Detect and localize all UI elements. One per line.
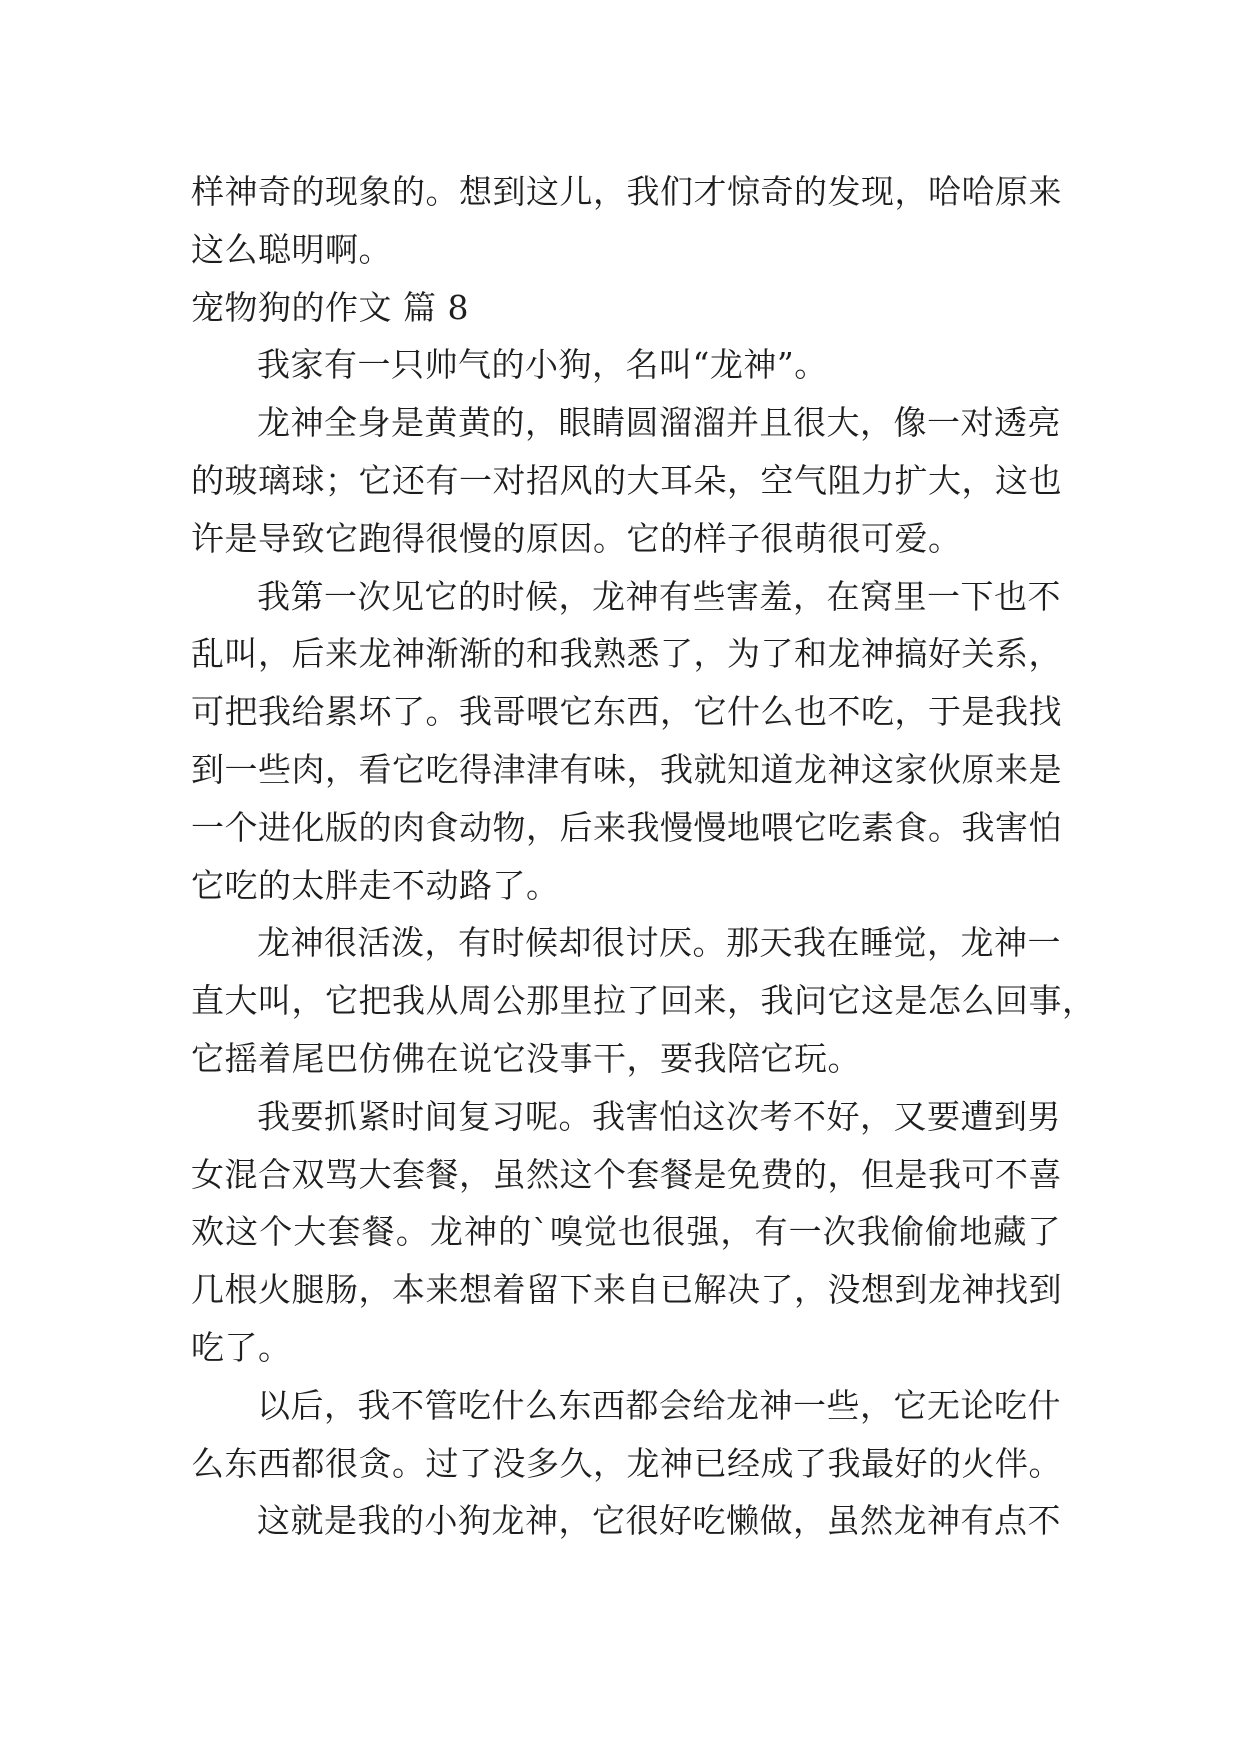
text-line: 可把我给累坏了。我哥喂它东西，它什么也不吃，于是我找	[191, 692, 1062, 732]
text-line: 以后，我不管吃什么东西都会给龙神一些，它无论吃什	[257, 1385, 1061, 1425]
text-line: 这么聪明啊。	[191, 229, 392, 269]
text-line: 这就是我的小狗龙神，它很好吃懒做，虽然龙神有点不	[257, 1501, 1061, 1541]
text-line: 样神奇的现象的。想到这儿，我们才惊奇的发现，哈哈原来	[191, 172, 1062, 211]
text-line: 乱叫，后来龙神渐渐的和我熟悉了，为了和龙神搞好关系，	[191, 634, 1062, 674]
section-heading: 宠物狗的作文 篇 8	[191, 287, 469, 327]
text-line: 欢这个大套餐。龙神的`嗅觉也很强，有一次我偷偷地藏了	[191, 1212, 1061, 1252]
document-body	[191, 163, 1096, 1550]
text-line: 直大叫，它把我从周公那里拉了回来，我问它这是怎么回事，	[191, 981, 1096, 1021]
text-line: 几根火腿肠，本来想着留下来自已解决了，没想到龙神找到	[191, 1270, 1062, 1310]
text-line: 吃了。	[191, 1327, 292, 1367]
text-line: 么东西都很贪。过了没多久，龙神已经成了我最好的火伴。	[191, 1443, 1062, 1483]
text-line: 我第一次见它的时候，龙神有些害羞，在窝里一下也不	[257, 576, 1061, 616]
text-line: 一个进化版的肉食动物，后来我慢慢地喂它吃素食。我害怕	[191, 807, 1062, 847]
text-line: 它摇着尾巴仿佛在说它没事干，要我陪它玩。	[191, 1038, 861, 1078]
text-line: 龙神很活泼，有时候却很讨厌。那天我在睡觉，龙神一	[257, 923, 1061, 963]
text-line: 女混合双骂大套餐，虽然这个套餐是免费的，但是我可不喜	[191, 1154, 1062, 1194]
text-line: 的玻璃球；它还有一对招风的大耳朵，空气阻力扩大，这也	[191, 460, 1062, 500]
text-line: 到一些肉，看它吃得津津有味，我就知道龙神这家伙原来是	[191, 749, 1062, 789]
text-line: 我家有一只帅气的小狗，名叫“龙神”。	[257, 345, 828, 385]
text-line: 我要抓紧时间复习呢。我害怕这次考不好，又要遭到男	[257, 1096, 1061, 1136]
text-line: 许是导致它跑得很慢的原因。它的样子很萌很可爱。	[191, 518, 962, 558]
text-line: 龙神全身是黄黄的，眼睛圆溜溜并且很大，像一对透亮	[257, 403, 1061, 443]
text-line: 它吃的太胖走不动路了。	[191, 865, 560, 905]
